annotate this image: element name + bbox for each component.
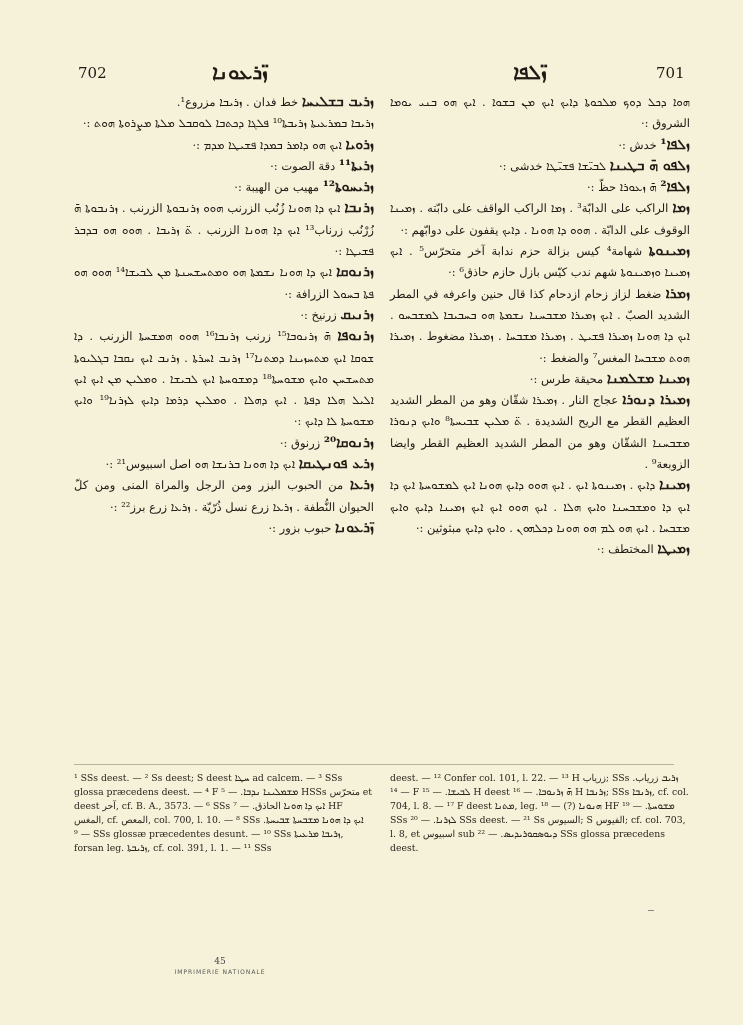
left-text-column	[74, 92, 374, 539]
dictionary-entry	[74, 177, 374, 198]
entry-headword: ܙܪܢܘܩܐ²⁰	[323, 434, 374, 451]
entry-headword: ܙܡܝܪܐ ܕܢܘܪܐ	[622, 392, 691, 409]
dictionary-entry	[390, 198, 690, 241]
footnote-block: ¹ SSs deest. — ² Ss deest; S deest ܚܛܐ ad calcem. — ³ SSs glossa præcedens deest. — ⁴ F ܡܫܡܠܝܢܐ ܢܕܒܐ. — ⁵ HSSs متحرّس et deest آحر, cf. B. A., 3573. — ⁶ SSs ܐܝܟ ܕܐ ܗܘܢܐ الحاذق. — ⁷ HF المغس, cf. المعص, col. 700, l. 10. — ⁸ SSs ܐܝܟ ܕܐ ܗܘܢܐ ܡܫܒܚܬܐ ܫܒܝܚܬܐ. — ⁹ SSs glossæ præcedentes desunt. — ¹⁰ SSs ܙܪܝܒܐ ܡܪܥܝܬܐ, forsan leg. ܙܪܝܒܬܐ, cf. col. 391, l. 1. — ¹¹ SSs	[74, 773, 373, 854]
entry-headword: ܙܪܝܚܘܬܐ¹²	[322, 179, 374, 196]
entry-headword: ܙܡܪܐ	[665, 285, 691, 302]
footnote-rule	[74, 764, 674, 765]
dictionary-entry	[74, 92, 374, 113]
entry-headword: ܙܡܐ	[672, 200, 690, 217]
entry-gloss: من الحبوب البزر ومن الرجل والمراة المنى ومن كلّ الحيوان النُّطفة . ܙܪܥܐ زرع نسل ذُرّيّة . ܙܪܥܐ زرع برز²² :·	[74, 478, 374, 514]
entry-gloss: شهامة⁴ كيس بزالة حزم ندابة آخر متحرّس⁵ . ܐܝܟ ܙܡܝܢܐ ܘܙܡܝܢܘܬܐ شهم ندب كيّس بازل حازم حاذق⁶ :·	[390, 244, 690, 280]
page-number-left: 702	[78, 64, 107, 82]
entry-headword: ܙܪܥ ܦܘܢܛܝܩܐ	[298, 456, 374, 473]
entry-headword: ܙܠܦܐ¹	[660, 136, 690, 153]
entry-gloss: زرنيخ :·	[300, 307, 337, 322]
entry-headword: ܙܪܢܝܩ	[340, 306, 374, 323]
dictionary-entry	[74, 454, 374, 475]
entry-headword: ܙ̈ܪܥܘܢܐ	[334, 519, 374, 536]
dictionary-entry	[390, 156, 690, 177]
entry-gloss: ܗ̄ ܙܪܢܘܒܐ¹⁵ زرنب ܙܪܢܒܐ¹⁶ ܗܘܘ ܗܡܫܚܬܐ الزرنب . ܕܐ ܫܘܩܐ ܐܝܟ ܡܬܚܙܝܢܐ ܕܡܬܢܐ¹⁷ ܙܪܢܒ ܐܚܪܬܐ . ܙܪܢܒ ܐܝܟ ܢܩܒܐ ܒܓܠܝܘܬܐ ܡܬܚܫܚܢ ܘܐܝܟ ܡܫܘܚܬܐ¹⁸ ܕܡܫܘܚܬܐ ܐܝܟ ܠܒܝܫܐ . ܘܡܠܝܢ ܡܢ ܐܝܟ ܐܝܟ ܐܠܝܠ ܗܠܐ ܕܦܬܐ . ܐܝܟ ܕܗܠܐ . ܘܡܠܝܢ ܕܪܡܐ ܕܐܝܟ ܠܙܪܢܐ¹⁹ ܘܐܝܟ ܡܫܘܚܬܐ ܠܐ ܕܐܝܟ :·	[74, 329, 374, 429]
dictionary-entry	[74, 326, 374, 432]
entry-headword: ܙܪܥܐ	[349, 477, 375, 494]
dictionary-entry	[74, 113, 374, 134]
entry-headword: ܙܪܢܒܐ	[344, 200, 375, 217]
entry-gloss: ܠܒܝ̈ܫܐ ܦܫܝ̈ܛܐ خدشى :·	[498, 158, 607, 173]
dictionary-entry	[390, 369, 690, 390]
dictionary-entry	[74, 518, 374, 539]
entry-gloss: الراكب على الدابّة³ . ܙܡܐ الراكب الواقف على دابّته . ܙܡܝܢܐ الوقوف على الدابّة . ܗܘܘ ܕܐ ܗܘܢܐ . ܕܐܝܟ يقفون على دوابّهم :·	[390, 201, 690, 237]
entry-gloss: عجاج النار . ܙܡܝܪܐ شقّان وهو من المطر الشديد العظيم القطر مع الريح الشديدة . ܬ̈ ܡܠܝܢ ܫܒܝܚܬܐ⁸ ܘܐܝܟ ܕܢܘܪܐ ܡܫܒܚܢܐ الشقّان وهو من المطر الشديد العظيم القطر وايضا الزوبعة⁹ .	[390, 393, 690, 472]
entry-gloss: ܗ̄ ܙܥܘܪܐ حظّ :·	[586, 180, 657, 195]
dictionary-entry	[74, 305, 374, 326]
entry-gloss: ܐܝܟ ܕܐ ܗܘܢܐ ܢܫܡܬܐ ܗܘ ܘܡܬܚܫܚܢܬܐ ܡܢ ܠܒܝܫܐ¹⁴ ܗܘܘ ܗܘ ܦܬܐ ܒܚܘܠ الزرافة :·	[74, 265, 374, 301]
entry-gloss: خط فدان . ܙܪܝܒܐ مزروع¹.	[176, 95, 299, 109]
page-number-right: 701	[656, 64, 685, 82]
running-head-right: ܙ̈ܠܦܐ	[513, 60, 547, 84]
dictionary-entry	[390, 135, 690, 156]
dictionary-entry	[390, 475, 690, 539]
entry-headword: ܙܪܢܘܩܐ	[336, 264, 374, 281]
entry-gloss: ܐܝܟ ܗܘ ܕܐܡܪ ܒܡܕܐ ܦܫܝܛܐ ܡܕܡ :·	[192, 137, 342, 152]
entry-headword: ܙܪܘܝܐ	[345, 136, 374, 153]
printer-imprint: IMPRIMERIE NATIONALE	[174, 969, 266, 976]
entry-gloss: ܐܝܟ ܕܐ ܗܘܢܐ زُنُب الزرنب ܗܘܘ ܙܪܢܒܘܬܐ الزرنب . ܙܪܢܒܘܬܐ ܗ̄ زُرْنُب زرناب¹³ ܐܝܟ ܕܐ ܗܘܢܐ الزرنب . ܬ̈ ܙܪܝܒܐ . ܗܘܘ ܗܘ ܒܕܒܪ ܦܫܝܛܐ :·	[74, 201, 374, 259]
entry-headword: ܙܪܢܘܦܐ	[337, 328, 375, 345]
entry-gloss: زرنوق :·	[279, 435, 321, 450]
entry-gloss: المختطف :·	[596, 542, 654, 557]
entry-gloss: ضغط لزاز زحام ازدحام كذا قال حنين واعرفه في المطر الشديد الصبّ . ܐܝܟ ܙܡܝܪܐ ܡܫܒܚܢܐ ܢܫܡܬܐ ܗܘ ܒܚܒܝܒܐ ܠܡܫܒܚܘ . ܐܝܟ ܕܐ ܗܘܢܐ ܙܡܝܪܐ ܦܫܝܛ . ܙܡܝܪܐ ܡܫܒܚܐ . ܙܡܝܪܐ مضغوط . ܙܡܝܪܐ ܗܘܬ ܡܫܒܚܐ المغس⁷ والضغط :·	[390, 286, 690, 365]
dictionary-entry	[390, 241, 690, 284]
entry-headword: ܙܠܦܘ ܗ̄ ܒܛܝܢܐ	[609, 157, 690, 174]
dictionary-entry	[74, 433, 374, 454]
dictionary-entry	[74, 262, 374, 305]
dictionary-entry	[74, 135, 374, 156]
dictionary-entry	[390, 177, 690, 198]
column-divider-mark	[648, 910, 654, 911]
signature-mark: 45	[214, 957, 226, 967]
entry-headword: ܙܡܝܢܐ	[659, 477, 691, 494]
dictionary-entry	[74, 198, 374, 262]
entry-headword: ܙܡܝܢܐ ܡܫܠܡܢܐ	[606, 370, 690, 387]
entry-gloss: حبوب بزور :·	[268, 520, 332, 535]
entry-gloss: خدش :·	[618, 137, 657, 152]
footnotes-right	[390, 772, 690, 857]
entry-gloss: دقة الصوت :·	[270, 158, 336, 173]
footnote-block: deest. — ¹² Confer col. 101, l. 22. — ¹³ H زرياب; SSs ܙܪܝܒ زرياب. — ¹⁴ F ܠܒܝܫܐ. — ¹⁵ H deest ܗ̄ ܙܪܢܘܒܐ. — ¹⁶ H ܙܪܢܒܐ; SSs ܙܪܢܒܐ, cf. col. 704, l. 8. — ¹⁷ F deest ܡܬܢܐ, leg. ܗܢܘܢܐ (?) — ¹⁸ HF ܡܫܘܚܬܐ. — ¹⁹ SSs ܠܙܪܢܐ. — ²⁰ SSs deest. — ²¹ Ss السيوس; S الفيوس; cf. col. 703, l. 8, et اسبيوس sub ܕܝܘܣܩܘܪܝܕܝܣ. — ²² SSs glossa præcedens deest.	[390, 773, 689, 854]
entry-headword: ܙܪܝܒ ܒܫܠܝܚܐ	[301, 94, 374, 110]
entry-headword: ܙܡܝܢܘܬܐ	[648, 243, 690, 260]
entry-gloss: محيقة طرس :·	[529, 371, 604, 386]
dictionary-entry	[74, 475, 374, 518]
entry-headword: ܙܠܦܐ²	[660, 179, 690, 196]
dictionary-entry	[390, 92, 690, 135]
dictionary-entry	[74, 156, 374, 177]
footnotes-left	[74, 772, 374, 857]
entry-gloss: ܙܪܝܒܐ ܒܡܪܥܝܬܐ ܙܪܝܒܬܐ¹⁰ ܦܠܓܐ ܕܟܬܒܐ ܠܘܩܒܠ ܡܠܬܐ ܡܨܪܘܬܐ ܗܘܬ :·	[82, 116, 374, 131]
right-text-column	[390, 92, 690, 561]
entry-gloss: ܗܘܐ ܕܟܠ ܕܘܟ ܡܠܟܘܬܐ ܕܐܝܟ ܐܝܟ ܡܢ ܒܫܘܐ . ܐܝܟ ܗܘ ܒܢܝ ܝܘܡܐ الشروق :·	[390, 95, 690, 131]
entry-headword: ܙܪܝܬܐ¹¹	[338, 157, 374, 174]
entry-headword: ܙܡܝܛܐ	[657, 541, 690, 558]
dictionary-entry	[390, 539, 690, 560]
entry-gloss: ܕܐܝܟ . ܙܡܝܢܘܬܐ ܐܝܟ . ܐܝܟ ܗܘܘ ܕܐܝܟ ܗܘܢܐ ܐܝܟ ܠܡܫܘܚܬܐ ܐܝܟ ܕܐ ܐܝܟ ܕܐ ܘܡܫܒܚܢܐ ܘܐܝܟ ܗܠܐ . ܐܝܟ ܗܘܘ ܐܝܟ ܐܝܟ ܙܡܝܢܐ ܕܐܝܟ ܘܐܝܟ ܡܫܒܚܐ . ܐܝܟ ܗܘ ܠܡ ܗܘ ܗܘܢܐ ܕܟܠܗܘܢ . ܘܐܝܟ ܕܐܝܟ مبثوثين :·	[390, 478, 690, 535]
entry-gloss: ܐܝܟ ܕܐ ܗܘܢܐ ܒܪܢܫܐ ܗܘ اصل اسبيوس²¹ :·	[105, 457, 296, 472]
entry-gloss: مهيب من الهيبة :·	[234, 180, 320, 195]
running-head-left: ܙ̈ܪܥܘܢܐ	[212, 60, 268, 84]
dictionary-entry	[390, 390, 690, 475]
dictionary-entry	[390, 284, 690, 369]
